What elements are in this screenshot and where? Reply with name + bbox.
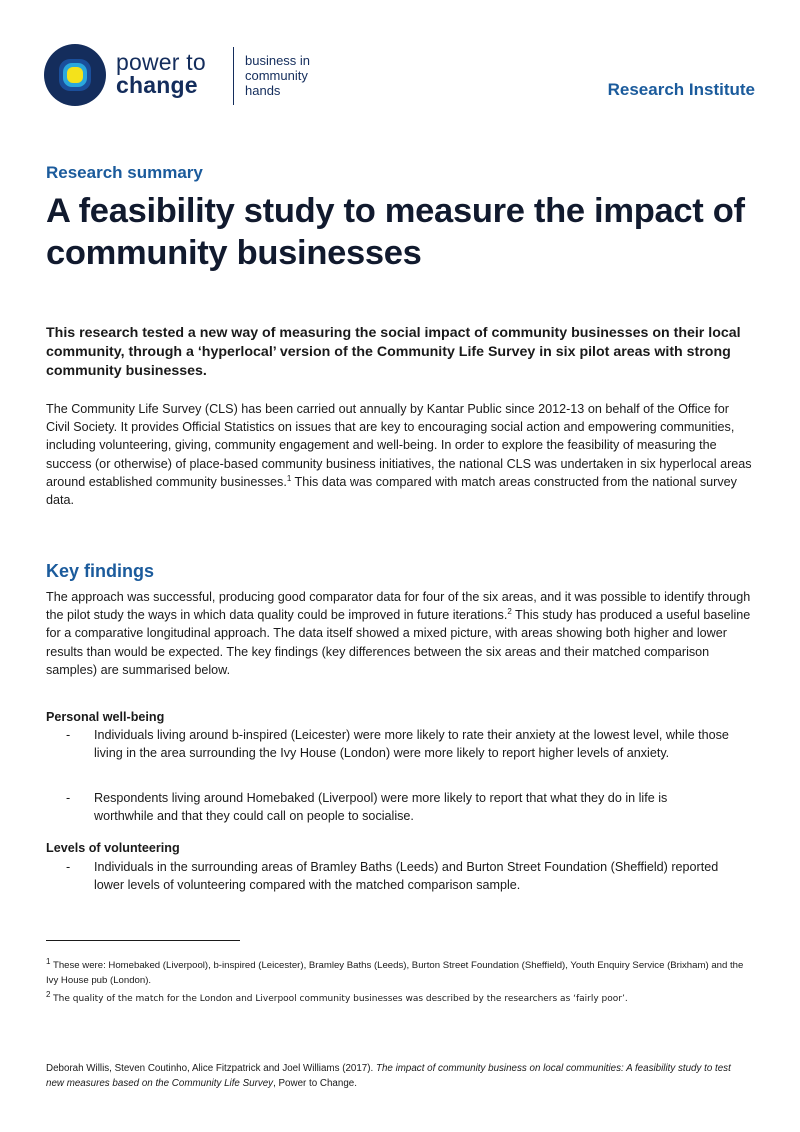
header-divider bbox=[233, 47, 234, 105]
tagline-line-3: hands bbox=[245, 83, 281, 98]
brand-tagline bbox=[245, 53, 310, 98]
footnote-divider bbox=[46, 940, 240, 941]
citation-authors: Deborah Willis, Steven Coutinho, Alice Fitzpatrick and Joel Williams (2017). bbox=[46, 1063, 376, 1074]
tagline-line-2: community bbox=[245, 68, 308, 83]
citation bbox=[46, 1061, 746, 1091]
intro-text-cont: This data was compared with match areas constructed from the national survey data. bbox=[46, 474, 737, 508]
brand-line-2: change bbox=[116, 72, 198, 98]
bullet-marker: - bbox=[66, 860, 71, 874]
bullet-text: Individuals living around b-inspired (Leicester) were more likely to rate their anxiety at the lowest level, while those living in the area surrounding the Ivy House (London) were more likely to report higher levels of anxiety. bbox=[94, 728, 729, 761]
intro-text: The Community Life Survey (CLS) has been carried out annually by Kantar Public since 2012-13 on behalf of the Office for Civil Society. It provides Official Statistics on issues that are key to encouraging social action and empowering communities, including volunteering, giving, community engagement and well-being. In order to explore the feasibility of measuring the success (or otherwise) of place-based community business initiatives, the national CLS was undertaken in six hyperlocal areas around established community businesses. bbox=[46, 402, 752, 489]
bullet-marker: - bbox=[66, 728, 71, 742]
findings-text: The approach was successful, producing good comparator data for four of the six areas, and it was possible to identify through the pilot study the ways in which data quality could be improved in future iterations. bbox=[46, 590, 751, 623]
footnote-number: 2 bbox=[46, 989, 51, 999]
brand-wordmark bbox=[116, 51, 206, 97]
citation-publisher: , Power to Change. bbox=[273, 1078, 357, 1089]
footnote-text: The quality of the match for the London and Liverpool community businesses was described by the researchers as ‘fairly poor’. bbox=[53, 994, 628, 1004]
volunteering-heading: Levels of volunteering bbox=[46, 841, 180, 855]
page-title: A feasibility study to measure the impact of community businesses bbox=[46, 192, 745, 272]
footnote-2 bbox=[46, 991, 746, 1007]
footnote-ref-2[interactable]: 2 bbox=[507, 607, 512, 617]
footnote-text: These were: Homebaked (Liverpool), b-inspired (Leicester), Bramley Baths (Leeds), Burton Street Foundation (Sheffield), Youth Enquiry Service (Brixham) and the Ivy House pub (London). bbox=[46, 960, 744, 986]
bullet-text: Respondents living around Homebaked (Liverpool) were more likely to report that what they do in life is worthwhile and that they could call on people to socialise. bbox=[94, 791, 668, 824]
findings-text-cont: This study has produced a useful baseline for a comparative longitudinal approach. The data itself showed a mixed picture, with areas showing both higher and lower results than would be expected. The key findings (key differences between the six areas and their matched comparison samples) are summarised below. bbox=[46, 608, 751, 677]
research-institute-label: Research Institute bbox=[607, 80, 755, 99]
footnote-number: 1 bbox=[46, 956, 51, 966]
bullet-text: Individuals in the surrounding areas of Bramley Baths (Leeds) and Burton Street Foundation (Sheffield) reported lower levels of volunteering compared with the matched comparison sample. bbox=[94, 860, 719, 893]
lead-paragraph: This research tested a new way of measuring the social impact of community businesses on their local community, through a ‘hyperlocal’ version of the Community Life Survey in six pilot areas with strong community businesses. bbox=[46, 325, 741, 379]
power-to-change-logo-icon bbox=[44, 44, 106, 106]
personal-wellbeing-heading: Personal well-being bbox=[46, 710, 165, 724]
key-findings-heading: Key findings bbox=[46, 561, 155, 581]
footnote-1 bbox=[46, 958, 746, 988]
intro-paragraph bbox=[46, 400, 754, 509]
tagline-line-1: business in bbox=[245, 53, 311, 68]
research-summary-label: Research summary bbox=[46, 163, 203, 182]
footnote-ref-1[interactable]: 1 bbox=[286, 473, 292, 483]
bullet-marker: - bbox=[66, 791, 71, 805]
key-findings-paragraph bbox=[46, 588, 754, 679]
citation-title: The impact of community business on local communities: A feasibility study to test new measures based on the Community Life Survey bbox=[46, 1063, 731, 1089]
brand-line-1: power to bbox=[116, 49, 206, 75]
